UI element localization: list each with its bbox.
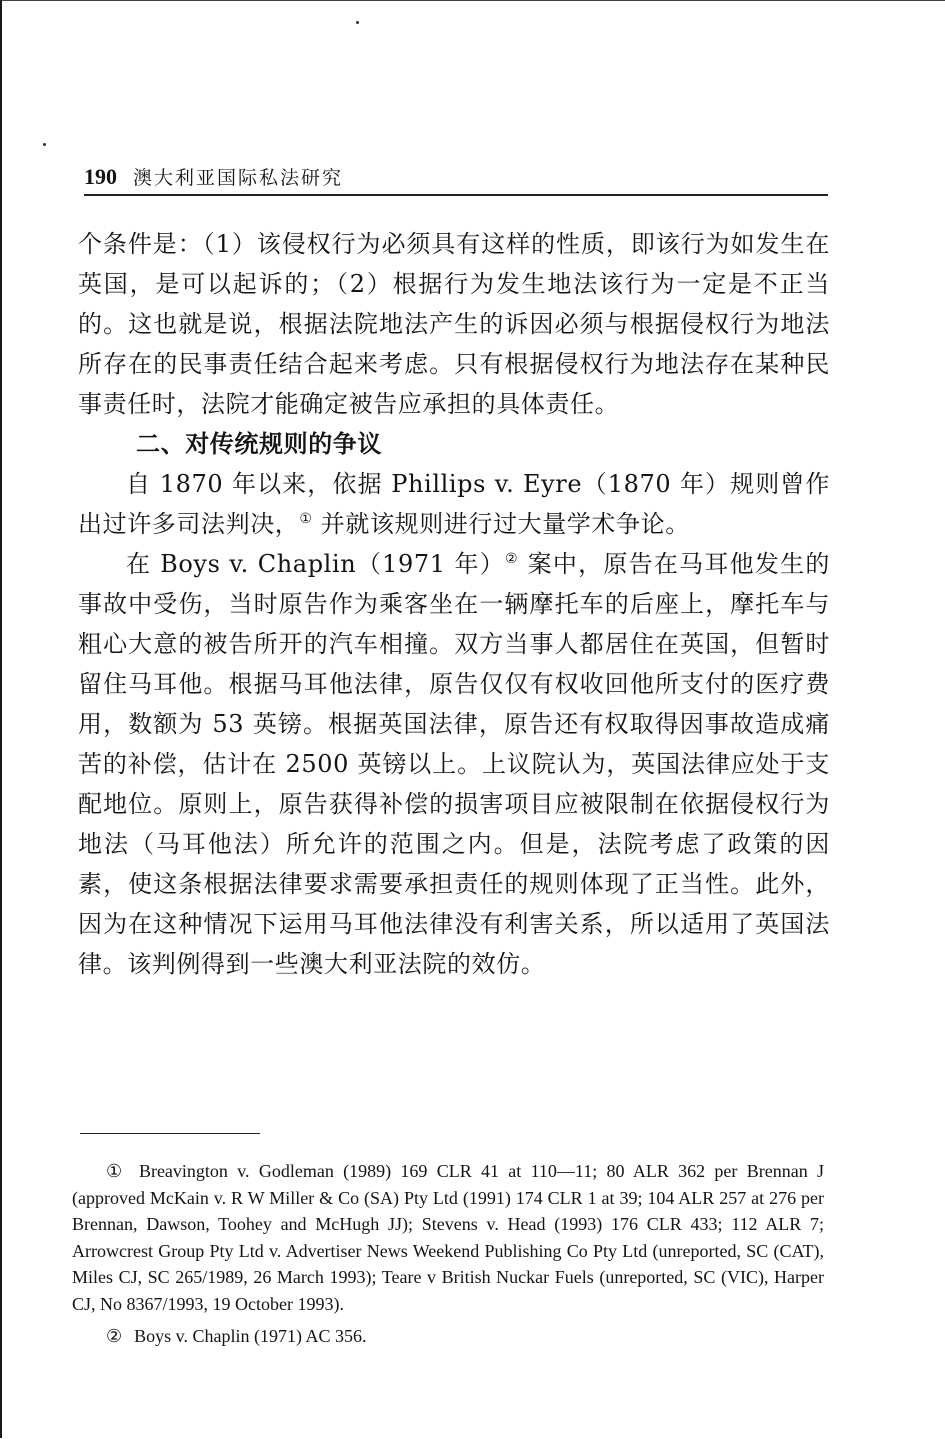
scan-speck	[356, 21, 359, 24]
paragraph	[78, 544, 830, 984]
section-heading: 二、对传统规则的争议	[136, 430, 382, 458]
paragraph-text: 案中，原告在马耳他发生的事故中受伤，当时原告作为乘客坐在一辆摩托车的后座上，摩托车与粗心大意的被告所开的汽车相撞。双方当事人都居住在英国，但暂时留住马耳他。根据马耳他法律，原告仅仅有权收回他所支付的医疗费用，数额为 53 英镑。根据英国法律，原告还有权取得因事故造成痛苦的补偿，估计在 2500 英镑以上。上议院认为，英国法律应处于支配地位。原则上，原告获得补偿的损害项目应被限制在依据侵权行为地法（马耳他法）所允许的范围之内。但是，法院考虑了政策的因素，使这条根据法律要求需要承担责任的规则体现了正当性。此外，因为在这种情况下运用马耳他法律没有利害关系，所以适用了英国法律。该判例得到一些澳大利亚法院的效仿。	[78, 550, 830, 978]
footnote-mark: ②	[106, 1326, 123, 1346]
page-number: 190	[84, 164, 117, 189]
paragraph-text: 在 Boys v. Chaplin（1971 年）	[126, 550, 506, 578]
footnote-1	[72, 1158, 824, 1317]
footnote-mark: ①	[106, 1161, 127, 1181]
footnote-separator	[80, 1133, 260, 1134]
paragraph-text: 自 1870 年以来，依据 Phillips v. Eyre（1870 年）规则曾作出过许多司法判决，	[78, 470, 830, 538]
scan-speck	[43, 143, 46, 146]
paragraph-continued: 个条件是：（1）该侵权行为必须具有这样的性质，即该行为如发生在英国，是可以起诉的；（2）根据行为发生地法该行为一定是不正当的。这也就是说，根据法院地法产生的诉因必须与根据侵权行为地法所存在的民事责任结合起来考虑。只有根据侵权行为地法存在某种民事责任时，法院才能确定被告应承担的具体责任。	[78, 230, 830, 418]
book-title: 澳大利亚国际私法研究	[133, 167, 344, 189]
footnote-text: Breavington v. Godleman (1989) 169 CLR 41 at 110—11; 80 ALR 362 per Brennan J (approved McKain v. R W Miller & Co (SA) Pty Ltd (1991) 174 CLR 1 at 39; 104 ALR 257 at 276 per Brennan, Dawson, Toohey and McHugh JJ); Stevens v. Head (1993) 176 CLR 433; 112 ALR 7; Arrowcrest Group Pty Ltd v. Advertiser News Weekend Publishing Co Pty Ltd (unreported, SC (CAT), Miles CJ, SC 265/1989, 26 March 1993); Teare v British Nuckar Fuels (unreported, SC (VIC), Harper CJ, No 8367/1993, 19 October 1993).	[72, 1161, 824, 1314]
footnote-ref-2[interactable]: ②	[505, 551, 519, 567]
footnotes	[72, 1158, 824, 1350]
main-text	[78, 224, 830, 984]
paragraph-text: 并就该规则进行过大量学术争论。	[312, 510, 690, 538]
footnote-text: Boys v. Chaplin (1971) AC 356.	[134, 1326, 367, 1346]
paragraph	[78, 464, 830, 544]
footnote-2	[72, 1323, 824, 1350]
running-header	[84, 162, 828, 196]
footnote-ref-1[interactable]: ①	[299, 511, 313, 527]
